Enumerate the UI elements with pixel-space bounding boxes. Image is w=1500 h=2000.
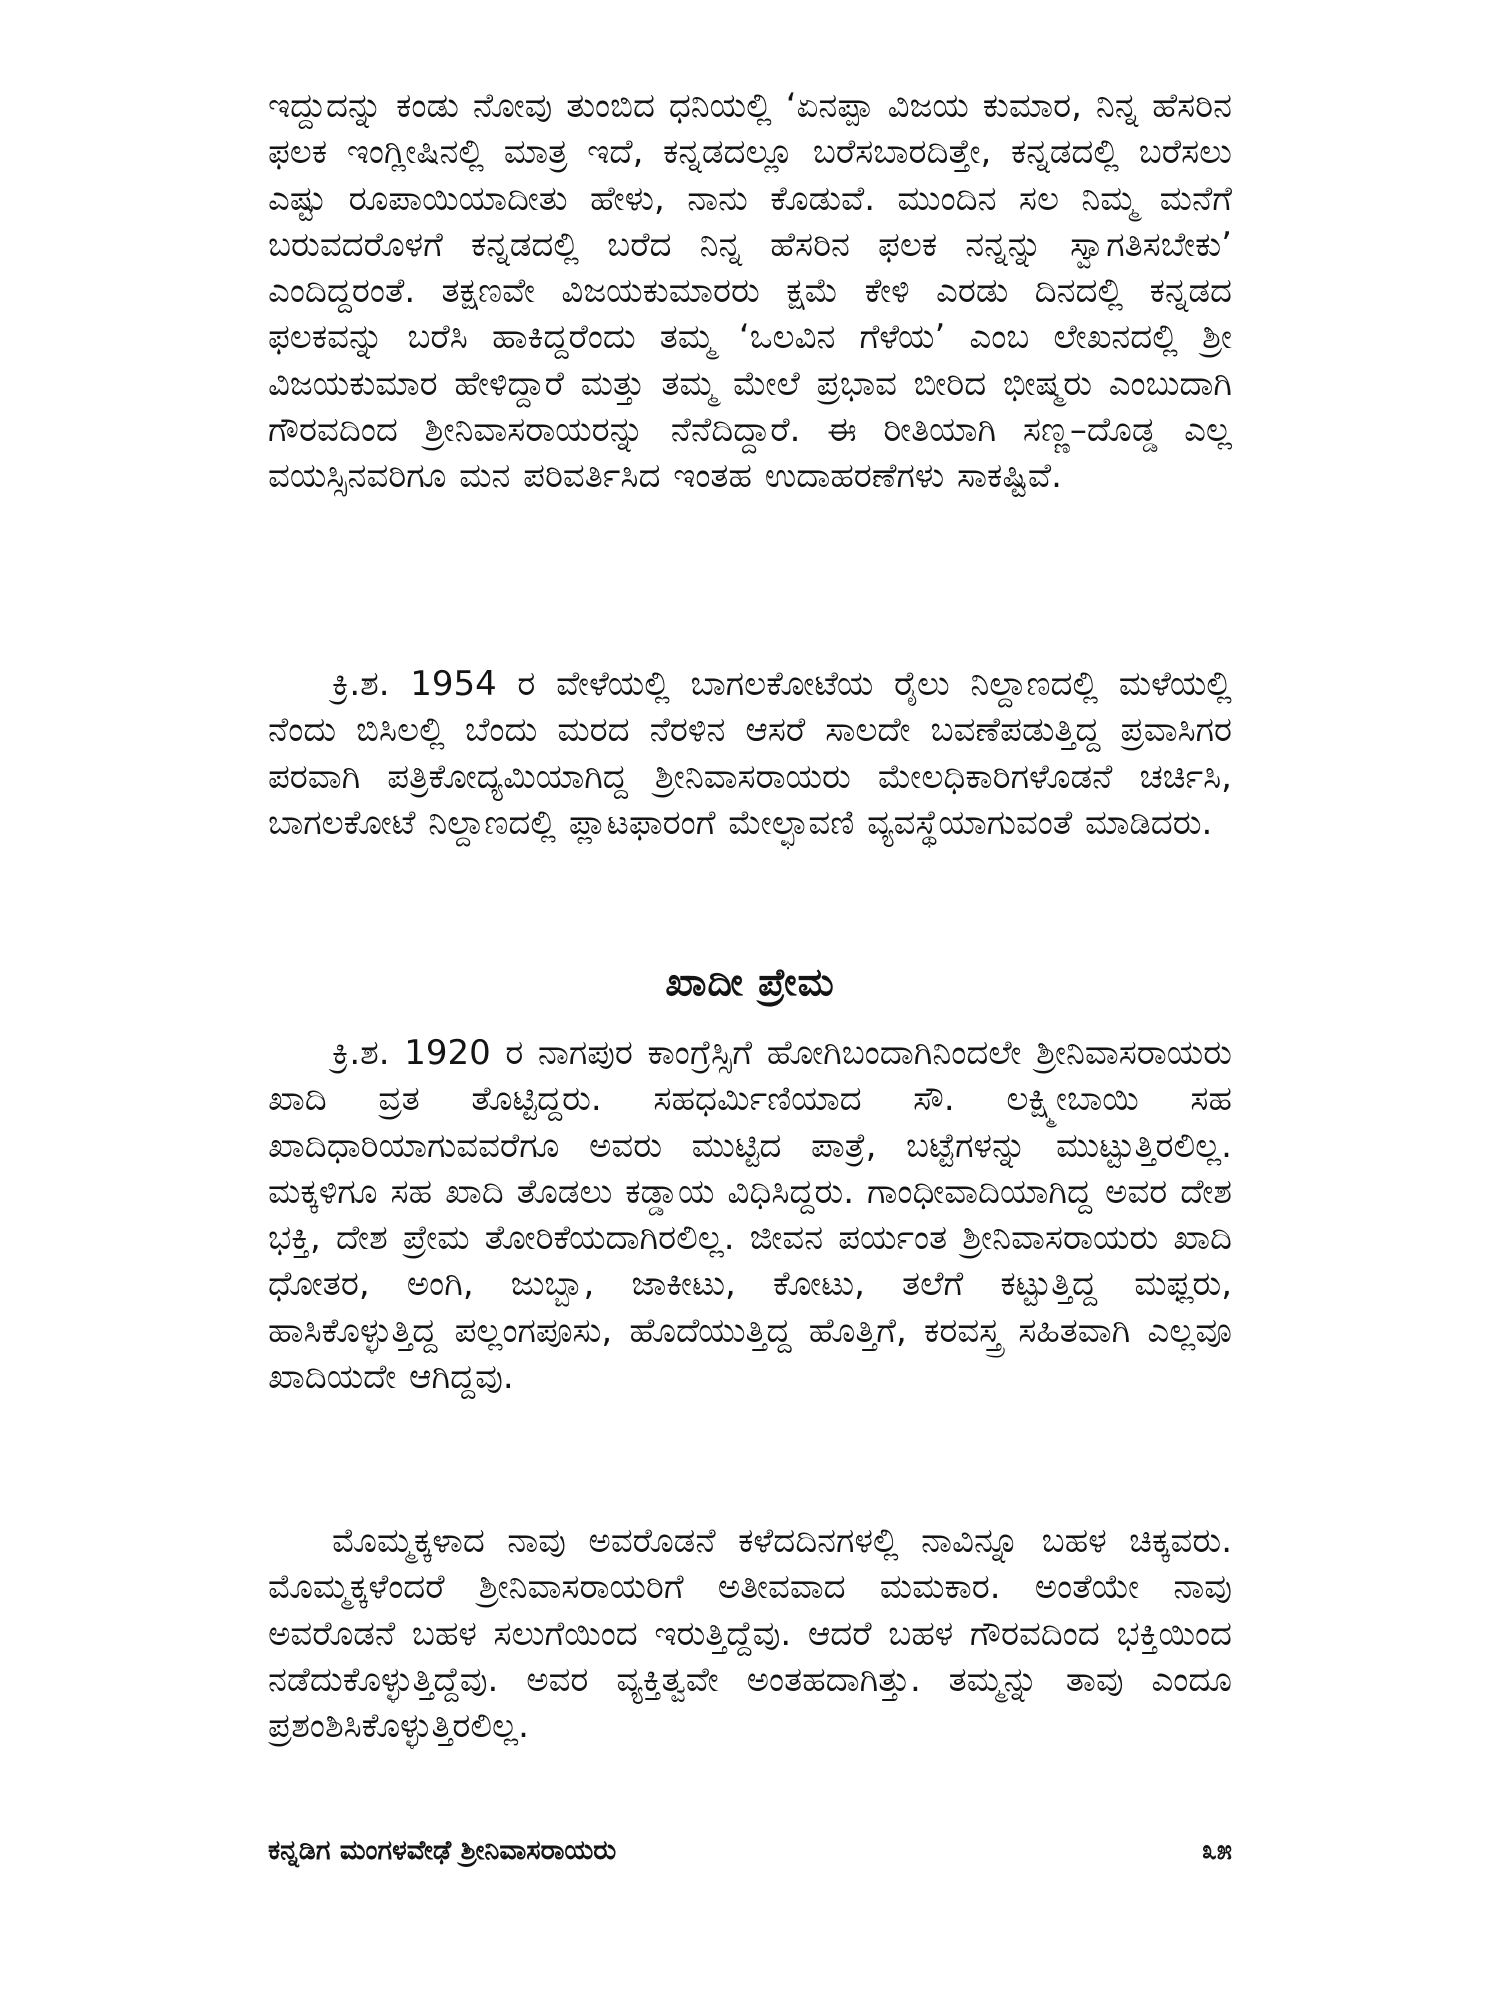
footer-book-title: ಕನ್ನಡಿಗ ಮಂಗಳವೇಢೆ ಶ್ರೀನಿವಾಸರಾಯರು: [268, 1835, 617, 1866]
paragraph-grandchildren: ಮೊಮ್ಮಕ್ಕಳಾದ ನಾವು ಅವರೊಡನೆ ಕಳೆದದಿನಗಳಲ್ಲಿ ನಾವಿನ್ನೂ ಬಹಳ ಚಿಕ್ಕವರು. ಮೊಮ್ಮಕ್ಕಳೆಂದರೆ ಶ್ರೀನಿವಾಸರಾಯರಿಗೆ ಅತೀವವಾದ ಮಮಕಾರ. ಅಂತೆಯೇ ನಾವು ಅವರೊಡನೆ ಬಹಳ ಸಲುಗೆಯಿಂದ ಇರುತ್ತಿದ್ದೆವು. ಆದರೆ ಬಹಳ ಗೌರವದಿಂದ ಭಕ್ತಿಯಿಂದ ನಡೆದುಕೊಳ್ಳುತ್ತಿದ್ದೆವು. ಅವರ ವ್ಯಕ್ತಿತ್ವವೇ ಅಂತಹದಾಗಿತ್ತು. ತಮ್ಮನ್ನು ತಾವು ಎಂದೂ ಪ್ರಶಂಶಿಸಿಕೊಳ್ಳುತ್ತಿರಲಿಲ್ಲ.: [268, 1521, 1232, 1747]
section-heading-khadi-prema: ಖಾದೀ ಪ್ರೇಮ: [665, 960, 835, 1004]
paragraph-khadi-vow: ಕ್ರಿ.ಶ. 1920 ರ ನಾಗಪುರ ಕಾಂಗ್ರೆಸ್ಸಿಗೆ ಹೋಗಿಬಂದಾಗಿನಿಂದಲೇ ಶ್ರೀನಿವಾಸರಾಯರು ಖಾದಿ ವ್ರತ ತೊಟ್ಟಿದ್ದರು. ಸಹಧರ್ಮಿಣಿಯಾದ ಸೌ. ಲಕ್ಷ್ಮೀಬಾಯಿ ಸಹ ಖಾದಿಧಾರಿಯಾಗುವವರೆಗೂ ಅವರು ಮುಟ್ಟಿದ ಪಾತ್ರೆ, ಬಟ್ಟೆಗಳನ್ನು ಮುಟ್ಟುತ್ತಿರಲಿಲ್ಲ. ಮಕ್ಕಳಿಗೂ ಸಹ ಖಾದಿ ತೊಡಲು ಕಡ್ಡಾಯ ವಿಧಿಸಿದ್ದರು. ಗಾಂಧೀವಾದಿಯಾಗಿದ್ದ ಅವರ ದೇಶ ಭಕ್ತಿ, ದೇಶ ಪ್ರೇಮ ತೋರಿಕೆಯದಾಗಿರಲಿಲ್ಲ. ಜೀವನ ಪರ್ಯಂತ ಶ್ರೀನಿವಾಸರಾಯರು ಖಾದಿ ಧೋತರ, ಅಂಗಿ, ಜುಬ್ಬಾ, ಜಾಕೀಟು, ಕೋಟು, ತಲೆಗೆ ಕಟ್ಟುತ್ತಿದ್ದ ಮಫ್ಲರು, ಹಾಸಿಕೊಳ್ಳುತ್ತಿದ್ದ ಪಲ್ಲಂಗಪೂಸು, ಹೊದೆಯುತ್ತಿದ್ದ ಹೊತ್ತಿಗೆ, ಕರವಸ್ತ್ರ ಸಹಿತವಾಗಿ ಎಲ್ಲವೂ ಖಾದಿಯದೇ ಆಗಿದ್ದವು.: [268, 1033, 1232, 1398]
footer-page-number: ೩೫: [1201, 1835, 1232, 1866]
paragraph-vijayakumar-nameplate: ಇದ್ದುದನ್ನು ಕಂಡು ನೋವು ತುಂಬಿದ ಧನಿಯಲ್ಲಿ ‘ಏನಪ್ಪಾ ವಿಜಯ ಕುಮಾರ, ನಿನ್ನ ಹೆಸರಿನ ಫಲಕ ಇಂಗ್ಲೀಷಿನಲ್ಲಿ ಮಾತ್ರ ಇದೆ, ಕನ್ನಡದಲ್ಲೂ ಬರೆಸಬಾರದಿತ್ತೇ, ಕನ್ನಡದಲ್ಲಿ ಬರೆಸಲು ಎಷ್ಟು ರೂಪಾಯಿಯಾದೀತು ಹೇಳು, ನಾನು ಕೊಡುವೆ. ಮುಂದಿನ ಸಲ ನಿಮ್ಮ ಮನೆಗೆ ಬರುವದರೊಳಗೆ ಕನ್ನಡದಲ್ಲಿ ಬರೆದ ನಿನ್ನ ಹೆಸರಿನ ಫಲಕ ನನ್ನನ್ನು ಸ್ವಾಗತಿಸಬೇಕು’ ಎಂದಿದ್ದರಂತೆ. ತಕ್ಷಣವೇ ವಿಜಯಕುಮಾರರು ಕ್ಷಮೆ ಕೇಳಿ ಎರಡು ದಿನದಲ್ಲಿ ಕನ್ನಡದ ಫಲಕವನ್ನು ಬರೆಸಿ ಹಾಕಿದ್ದರೆಂದು ತಮ್ಮ ‘ಒಲವಿನ ಗೆಳೆಯ’ ಎಂಬ ಲೇಖನದಲ್ಲಿ ಶ್ರೀ ವಿಜಯಕುಮಾರ ಹೇಳಿದ್ದಾರೆ ಮತ್ತು ತಮ್ಮ ಮೇಲೆ ಪ್ರಭಾವ ಬೀರಿದ ಭೀಷ್ಮರು ಎಂಬುದಾಗಿ ಗೌರವದಿಂದ ಶ್ರೀನಿವಾಸರಾಯರನ್ನು ನೆನೆದಿದ್ದಾರೆ. ಈ ರೀತಿಯಾಗಿ ಸಣ್ಣ–ದೊಡ್ಡ ಎಲ್ಲ ವಯಸ್ಸಿನವರಿಗೂ ಮನ ಪರಿವರ್ತಿಸಿದ ಇಂತಹ ಉದಾಹರಣೆಗಳು ಸಾಕಷ್ಟಿವೆ.: [268, 86, 1232, 497]
page-footer: [268, 1835, 1232, 1885]
paragraph-bagalkot-railway-station: ಕ್ರಿ.ಶ. 1954 ರ ವೇಳೆಯಲ್ಲಿ ಬಾಗಲಕೋಟೆಯ ರೈಲು ನಿಲ್ದಾಣದಲ್ಲಿ ಮಳೆಯಲ್ಲಿ ನೆಂದು ಬಿಸಿಲಲ್ಲಿ ಬೆಂದು ಮರದ ನೆರಳಿನ ಆಸರೆ ಸಾಲದೇ ಬವಣೆಪಡುತ್ತಿದ್ದ ಪ್ರವಾಸಿಗರ ಪರವಾಗಿ ಪತ್ರಿಕೋದ್ಯಮಿಯಾಗಿದ್ದ ಶ್ರೀನಿವಾಸರಾಯರು ಮೇಲಧಿಕಾರಿಗಳೊಡನೆ ಚರ್ಚಿಸಿ, ಬಾಗಲಕೋಟೆ ನಿಲ್ದಾಣದಲ್ಲಿ ಪ್ಲಾಟಫಾರಂಗೆ ಮೇಲ್ಛಾವಣಿ ವ್ಯವಸ್ಥೆಯಾಗುವಂತೆ ಮಾಡಿದರು.: [268, 664, 1232, 843]
